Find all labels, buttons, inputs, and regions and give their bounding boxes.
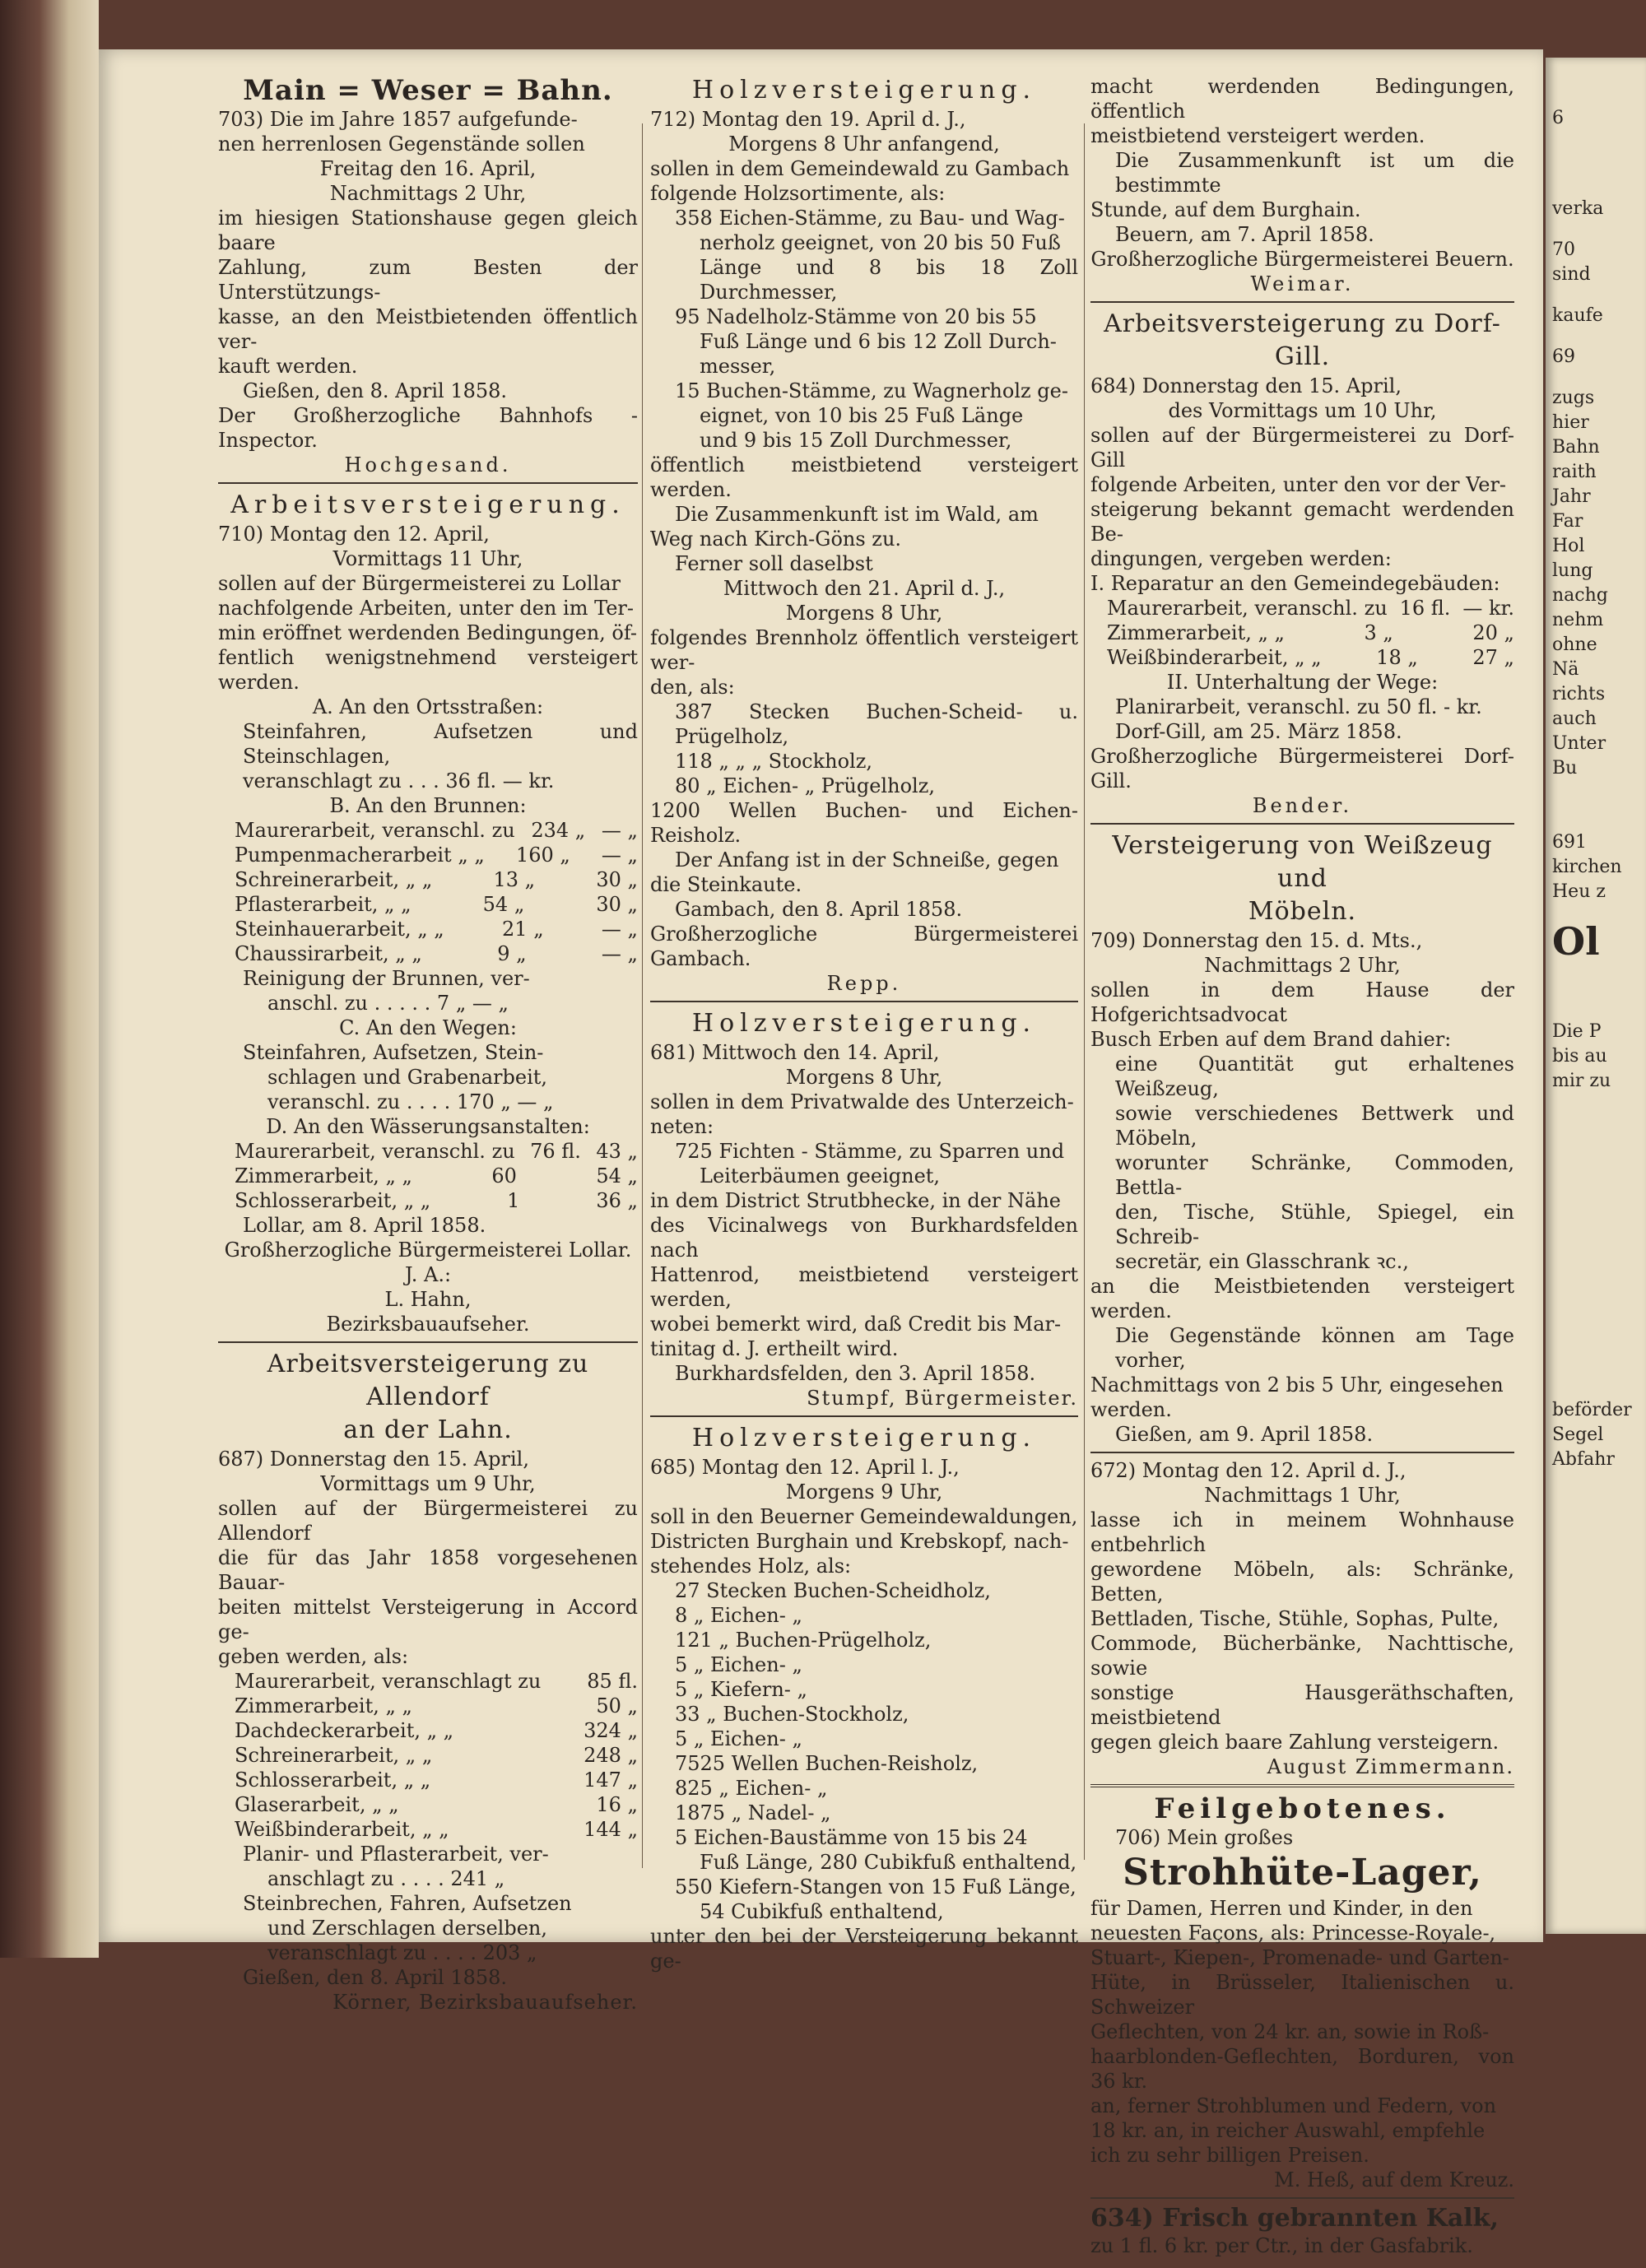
ad-687-row-cell: Zimmerarbeit, „ „ — [235, 1694, 412, 1717]
ad-710-text: 710) Montag den 12. April, — [218, 523, 490, 546]
ad-685-text: unter den bei der Versteigerung bekannt ge- — [650, 1925, 1078, 1973]
ad-709-text: sollen in dem Hause der Hofgerichtsadvocat — [1090, 978, 1514, 1026]
column-rule-2 — [1084, 123, 1085, 1860]
ad-712-item: 358 Eichen-Stämme, zu Bau- und Wag- — [675, 207, 1065, 230]
next-page-fragment: Heu z — [1552, 881, 1606, 902]
ad-710-wasser-row-cell: Schlosserarbeit, „ „ — [235, 1189, 431, 1212]
ad-703-title: Main = Weser = Bahn. — [243, 74, 613, 107]
ad-687-row-cell: Schlosserarbeit, „ „ — [235, 1768, 431, 1792]
ad-685-item: 550 Kiefern-Stangen von 15 Fuß Länge, — [675, 1875, 1076, 1899]
ad-710-wasser-row-cell: 60 — [491, 1164, 517, 1187]
ad-712-text: Der Anfang ist in der Schneiße, gegen — [675, 848, 1059, 871]
ad-685-text: Districten Burghain und Krebskopf, nach- — [650, 1530, 1069, 1553]
ad-687-item: veranschlagt zu . . . . 203 „ — [267, 1941, 537, 1964]
ad-685-item: 33 „ Buchen-Stockholz, — [675, 1703, 909, 1726]
ad-709-text: eine Quantität gut erhaltenes Weißzeug, — [1115, 1053, 1514, 1100]
ad-710-brunnen-row-cell: 9 „ — [497, 942, 527, 965]
ad-687-item: anschlagt zu . . . . 241 „ — [267, 1867, 505, 1890]
ad-681-text: des Vicinalwegs von Burkhardsfelden nach — [650, 1214, 1078, 1262]
next-page-fragment: 70 — [1552, 239, 1575, 260]
ad-684-time: des Vormittags um 10 Uhr, — [1168, 399, 1437, 422]
ad-687-row-cell: Maurerarbeit, veranschlagt zu — [235, 1670, 542, 1693]
ad-706-signature: M. Heß, auf dem Kreuz. — [1274, 2168, 1514, 2191]
ad-703-text: Zahlung, zum Besten der Unterstützungs- — [218, 256, 638, 304]
ad-709 — [1090, 830, 1514, 1453]
ad-710-wasser-row-cell: Maurerarbeit, veranschl. zu — [235, 1140, 515, 1163]
ad-685-item: 5 „ Kiefern- „ — [675, 1678, 807, 1701]
ad-709-text: 709) Donnerstag den 15. d. Mts., — [1090, 929, 1423, 952]
ad-710-section-b: B. An den Brunnen: — [329, 794, 527, 817]
ad-684-title: Arbeitsversteigerung zu Dorf-Gill. — [1104, 309, 1501, 371]
ad-710-item: veranschlagt zu . . . 36 fl. — kr. — [243, 769, 555, 792]
ad-687-title-2: an der Lahn. — [343, 1415, 513, 1444]
next-page-edge — [1546, 58, 1646, 1934]
ad-710-brunnen-row-cell: — „ — [601, 844, 638, 867]
ad-710-item: schlagen und Grabenarbeit, — [267, 1066, 548, 1089]
next-page-fragment: Hol — [1552, 536, 1585, 556]
next-page-fragment: sind — [1552, 264, 1591, 285]
ad-712-text: folgende Holzsortimente, als: — [650, 182, 946, 205]
ad-703-text: kasse, an den Meistbietenden öffentlich ver- — [218, 305, 638, 353]
next-page-fragment: nehm — [1552, 610, 1604, 630]
ad-710-brunnen-row — [218, 917, 638, 941]
ad-687-row-cell: 248 „ — [584, 1744, 638, 1767]
ad-684-row — [1090, 620, 1514, 645]
ad-710-office: Großherzogliche Bürgermeisterei Lollar. — [224, 1239, 632, 1262]
ad-703-time: Nachmittags 2 Uhr, — [329, 182, 527, 205]
ad-685-text: macht werdenden Bedingungen, öffentlich — [1090, 75, 1514, 123]
ad-710-brunnen-row-cell: 54 „ — [482, 893, 525, 916]
ad-710-wasser-row — [218, 1164, 638, 1188]
ad-687-text: beiten mittelst Versteigerung in Accord ge- — [218, 1596, 638, 1643]
next-page-fragment: nachg — [1552, 585, 1608, 606]
ad-710-wasser-row-cell: 36 „ — [596, 1189, 638, 1212]
next-page-fragment: verka — [1552, 198, 1604, 219]
ad-712-text: Ferner soll daselbst — [675, 552, 873, 575]
next-page-fragment: ohne — [1552, 634, 1597, 655]
ad-684-text: dingungen, vergeben werden: — [1090, 547, 1392, 570]
ad-712-text: 712) Montag den 19. April d. J., — [650, 108, 966, 131]
ad-710-brunnen-row-cell: — „ — [601, 942, 638, 965]
ad-687-row — [218, 1718, 638, 1743]
ad-703-text: im hiesigen Stationshause gegen gleich baare — [218, 207, 638, 254]
ad-710-brunnen-row — [218, 941, 638, 966]
ad-706-text: 706) Mein großes — [1115, 1826, 1294, 1849]
ad-681-item: 725 Fichten - Stämme, zu Sparren und — [675, 1140, 1065, 1163]
ad-685-place-date: Beuern, am 7. April 1858. — [1115, 223, 1374, 246]
ad-712-item: 1200 Wellen Buchen- und Eichen-Reisholz. — [650, 799, 1078, 847]
ad-687-row-cell: 85 fl. — [587, 1670, 638, 1693]
ad-706-text: 18 kr. an, in reicher Auswahl, empfehle — [1090, 2119, 1486, 2142]
ad-687-text: die für das Jahr 1858 vorgesehenen Bauar- — [218, 1546, 638, 1594]
ad-712-title: Holzversteigerung. — [691, 76, 1037, 105]
next-page-fragment: kirchen — [1552, 857, 1622, 877]
ad-684-row-cell: 18 „ — [1376, 646, 1418, 669]
ad-685-item: 7525 Wellen Buchen-Reisholz, — [675, 1752, 979, 1775]
ad-710-brunnen-row-cell: Maurerarbeit, veranschl. zu — [235, 819, 515, 842]
ad-712-text: den, als: — [650, 676, 735, 699]
ad-712-item: eignet, von 10 bis 25 Fuß Länge — [700, 404, 1024, 427]
ad-684-text: steigerung bekannt gemacht werdenden Be- — [1090, 498, 1514, 546]
ad-703-text: kauft werden. — [218, 355, 358, 378]
ad-710-brunnen-row-cell: 30 „ — [596, 868, 638, 891]
ad-685-time: Morgens 9 Uhr, — [785, 1480, 943, 1503]
ad-703-date: Freitag den 16. April, — [319, 157, 537, 180]
ad-687-time: Vormittags um 9 Uhr, — [320, 1472, 536, 1495]
ad-710-brunnen-row-cell: 13 „ — [493, 868, 536, 891]
ad-706-section-title: Feilgebotenes. — [1154, 1792, 1451, 1825]
ad-709-place-date: Gießen, am 9. April 1858. — [1115, 1423, 1374, 1446]
ad-710-brunnen-row-cell: Pflasterarbeit, „ „ — [235, 893, 412, 916]
ad-710-brunnen-row — [218, 843, 638, 867]
ad-710-brunnen-row-cell: Pumpenmacherarbeit „ „ — [235, 844, 485, 867]
next-page-fragment: kaufe — [1552, 305, 1603, 326]
ad-706-text: haarblonden-Geflechten, Borduren, von 36 kr. — [1090, 2045, 1514, 2093]
ad-709-text: den, Tische, Stühle, Spiegel, ein Schreib- — [1115, 1201, 1514, 1248]
ad-706-text: an, ferner Strohblumen und Federn, von — [1090, 2094, 1497, 2117]
ad-710-title: Arbeitsversteigerung. — [230, 490, 625, 519]
ad-710-place-date: Lollar, am 8. April 1858. — [243, 1214, 486, 1237]
ad-709-title-2: Möbeln. — [1248, 897, 1357, 926]
next-page-fragment: Far — [1552, 511, 1583, 532]
ad-703-signature: Hochgesand. — [344, 453, 512, 476]
ad-709-text: an die Meistbietenden versteigert werden. — [1090, 1275, 1514, 1322]
next-page-fragment: lung — [1552, 560, 1593, 581]
ad-685-item: 5 „ Eichen- „ — [675, 1653, 802, 1676]
ad-681-text: sollen in dem Privatwalde des Unterzeich- — [650, 1090, 1074, 1113]
next-page-fragment: 691 — [1552, 832, 1587, 853]
ad-710-ia: J. A.: — [404, 1263, 452, 1286]
ad-712-office: Großherzogliche Bürgermeisterei Gambach. — [650, 923, 1078, 970]
ad-710-item: anschl. zu . . . . . 7 „ — „ — [267, 992, 509, 1015]
ad-706 — [1090, 1792, 1514, 2199]
ad-685-signature: Weimar. — [1250, 272, 1355, 295]
ad-684-office: Großherzogliche Bürgermeisterei Dorf-Gill. — [1090, 745, 1514, 792]
ad-687-row — [218, 1817, 638, 1842]
ad-634-headline: 634) Frisch gebrannten Kalk, — [1090, 2204, 1499, 2233]
ad-712-signature: Repp. — [826, 972, 902, 995]
ad-684-row-cell: Weißbinderarbeit, „ „ — [1107, 646, 1322, 669]
ad-712-text: Die Zusammenkunft ist im Wald, am — [675, 503, 1039, 526]
next-page-fragment: auch — [1552, 709, 1597, 729]
ad-687-row-cell: 144 „ — [584, 1818, 638, 1841]
next-page-fragment: Die P — [1552, 1021, 1602, 1042]
ad-685-item: 27 Stecken Buchen-Scheidholz, — [675, 1579, 991, 1602]
ad-687-item: und Zerschlagen derselben, — [267, 1917, 547, 1940]
ad-712-item: Fuß Länge und 6 bis 12 Zoll Durch- — [700, 330, 1057, 353]
next-page-fragment: Bahn — [1552, 437, 1600, 458]
book-binding — [0, 0, 99, 1958]
ad-687-signature: Körner, Bezirksbauaufseher. — [332, 1991, 638, 2014]
ad-685-text: stehendes Holz, als: — [650, 1555, 852, 1578]
ad-681-title: Holzversteigerung. — [691, 1009, 1037, 1038]
ad-706-text: Geflechten, von 24 kr. an, sowie in Roß- — [1090, 2020, 1490, 2043]
ad-685-office: Großherzogliche Bürgermeisterei Beuern. — [1090, 248, 1514, 271]
ad-684-row — [1090, 645, 1514, 670]
ad-709-text: werden. — [1090, 1398, 1172, 1421]
ad-710-text: nachfolgende Arbeiten, unter den im Ter- — [218, 597, 635, 620]
ad-703 — [218, 74, 638, 484]
ad-710-wasser-row — [218, 1188, 638, 1213]
ad-710-brunnen-row-cell: 30 „ — [596, 893, 638, 916]
ad-710-text: fentlich wenigstnehmend versteigert werden. — [218, 646, 638, 694]
ad-712 — [650, 74, 1078, 1002]
ad-685-text: meistbietend versteigert werden. — [1090, 124, 1425, 147]
ad-712-item: und 9 bis 15 Zoll Durchmesser, — [700, 429, 1012, 452]
ad-687-row-cell: Schreinerarbeit, „ „ — [235, 1744, 433, 1767]
ad-710 — [218, 489, 638, 1343]
ad-687-row-cell: 324 „ — [584, 1719, 638, 1742]
ad-634 — [1090, 2204, 1514, 2263]
ad-685-continued — [1090, 74, 1514, 303]
ad-687-row-cell: Glaserarbeit, „ „ — [235, 1793, 399, 1816]
next-page-fragment: 69 — [1552, 346, 1575, 367]
ad-684-section-1: I. Reparatur an den Gemeindegebäuden: — [1090, 572, 1500, 595]
ad-684-row-cell: 3 „ — [1364, 621, 1393, 644]
ad-684-text: sollen auf der Bürgermeisterei zu Dorf-Gill — [1090, 424, 1514, 472]
column-1 — [218, 74, 638, 2024]
ad-710-brunnen-row-cell: Chaussirarbeit, „ „ — [235, 942, 422, 965]
ad-685-item: 5 Eichen-Baustämme von 15 bis 24 — [675, 1826, 1028, 1849]
ad-687-row — [218, 1792, 638, 1817]
next-page-fragment: 6 — [1552, 108, 1564, 128]
ad-684-text: folgende Arbeiten, unter den vor der Ver- — [1090, 473, 1507, 496]
next-page-fragment: richts — [1552, 684, 1606, 704]
ad-706-text: Hüte, in Brüsseler, Italienischen u. Schweizer — [1090, 1971, 1514, 2019]
ad-710-brunnen-row — [218, 818, 638, 843]
ad-685-item: 825 „ Eichen- „ — [675, 1777, 828, 1800]
ad-672-text: Commode, Bücherbänke, Nachttische, sowie — [1090, 1632, 1514, 1680]
ad-681-text: 681) Mittwoch den 14. April, — [650, 1041, 940, 1064]
ad-710-brunnen-row — [218, 892, 638, 917]
ad-672-text: gewordene Möbeln, als: Schränke, Betten, — [1090, 1558, 1514, 1606]
ad-710-wasser-row — [218, 1139, 638, 1164]
next-page-fragment: raith — [1552, 462, 1597, 482]
ad-710-brunnen-row-cell: 160 „ — [515, 844, 570, 867]
ad-709-text: worunter Schränke, Commoden, Bettla- — [1115, 1151, 1514, 1199]
ad-684-row-cell: 27 „ — [1472, 646, 1514, 669]
ad-681-time: Morgens 8 Uhr, — [785, 1066, 943, 1089]
ad-684-row-cell: Maurerarbeit, veranschl. zu — [1107, 597, 1388, 620]
ad-687-title: Arbeitsversteigerung zu Allendorf — [267, 1350, 589, 1411]
ad-703-text: nen herrenlosen Gegenstände sollen — [218, 132, 585, 156]
ad-681-text: wobei bemerkt wird, daß Credit bis Mar- — [650, 1313, 1062, 1336]
ad-710-item: Reinigung der Brunnen, ver- — [243, 967, 530, 990]
ad-710-wasser-row-cell: Zimmerarbeit, „ „ — [235, 1164, 412, 1187]
ad-709-text: Busch Erben auf dem Brand dahier: — [1090, 1028, 1452, 1051]
ad-687 — [218, 1348, 638, 2019]
ad-684-place-date: Dorf-Gill, am 25. März 1858. — [1115, 720, 1402, 743]
ad-710-wasser-row-cell: 76 fl. — [530, 1140, 581, 1163]
ad-710-text: min eröffnet werdenden Bedingungen, öf- — [218, 621, 638, 644]
ad-685-item: 121 „ Buchen-Prügelholz, — [675, 1629, 932, 1652]
ad-706-text: Stuart-, Kiepen-, Promenade- und Garten- — [1090, 1946, 1509, 1969]
ad-712-item: 80 „ Eichen- „ Prügelholz, — [675, 774, 935, 797]
ad-709-text: Die Gegenstände können am Tage vorher, — [1115, 1324, 1514, 1372]
ad-712-item: messer, — [700, 355, 776, 378]
next-page-fragment: mir zu — [1552, 1071, 1611, 1091]
ad-684-row-cell: 16 fl. — [1399, 597, 1451, 620]
ad-712-text: folgendes Brennholz öffentlich versteigert wer- — [650, 626, 1078, 674]
ad-712-item: 95 Nadelholz-Stämme von 20 bis 55 — [675, 305, 1037, 328]
ad-710-item: veranschl. zu . . . . 170 „ — „ — [267, 1090, 554, 1113]
ad-684-section-2: II. Unterhaltung der Wege: — [1166, 671, 1439, 694]
ad-709-text: Nachmittags von 2 bis 5 Uhr, eingesehen — [1090, 1373, 1504, 1397]
next-page-fragment: Segel — [1552, 1424, 1604, 1445]
ad-712-text: die Steinkaute. — [650, 873, 802, 896]
ad-684-signature: Bender. — [1252, 794, 1353, 817]
ad-712-text: Weg nach Kirch-Göns zu. — [650, 527, 902, 551]
ad-672-signature: August Zimmermann. — [1267, 1755, 1514, 1778]
ad-685-text: 685) Montag den 12. April l. J., — [650, 1456, 960, 1479]
ad-710-brunnen-row-cell: Steinhauerarbeit, „ „ — [235, 918, 444, 941]
ad-710-time: Vormittags 11 Uhr, — [332, 547, 523, 570]
ad-712-item: nerholz geeignet, von 20 bis 50 Fuß — [700, 231, 1061, 254]
next-page-fragment: Nä — [1552, 659, 1579, 680]
next-page-fragment: bis au — [1552, 1046, 1607, 1067]
ad-672-text: gegen gleich baare Zahlung versteigern. — [1090, 1731, 1500, 1754]
ad-710-text: sollen auf der Bürgermeisterei zu Lollar — [218, 572, 621, 595]
ad-687-row — [218, 1669, 638, 1694]
ad-687-row-cell: Weißbinderarbeit, „ „ — [235, 1818, 449, 1841]
ad-712-place-date: Gambach, den 8. April 1858. — [675, 898, 963, 921]
ad-712-time: Morgens 8 Uhr anfangend, — [728, 132, 1000, 156]
ad-687-row-cell: 50 „ — [596, 1694, 638, 1717]
ad-687-row-cell: Dachdeckerarbeit, „ „ — [235, 1719, 454, 1742]
ad-710-brunnen-row-cell: 21 „ — [502, 918, 544, 941]
ad-706-text: für Damen, Herren und Kinder, in den — [1090, 1897, 1473, 1920]
next-page-fragment: Unter — [1552, 733, 1606, 754]
ad-687-row-cell: 147 „ — [584, 1768, 638, 1792]
ad-712-item: 15 Buchen-Stämme, zu Wagnerholz ge- — [675, 379, 1068, 402]
ad-706-text: ich zu sehr billigen Preisen. — [1090, 2144, 1369, 2167]
ad-685 — [650, 1422, 1078, 1978]
ad-685-text: Die Zusammenkunft ist um die bestimmte — [1115, 149, 1514, 197]
ad-687-text: sollen auf der Bürgermeisterei zu Allendorf — [218, 1497, 638, 1545]
ad-684-row-cell: 20 „ — [1472, 621, 1514, 644]
ad-685-title: Holzversteigerung. — [691, 1424, 1037, 1452]
next-page-fragment: Jahr — [1552, 486, 1591, 507]
next-page-fragment: Abfahr — [1552, 1449, 1615, 1470]
ad-710-section-d: D. An den Wässerungsanstalten: — [266, 1115, 590, 1138]
ad-681 — [650, 1007, 1078, 1417]
ad-687-row — [218, 1694, 638, 1718]
ad-684-item: Planirarbeit, veranschl. zu 50 fl. - kr. — [1115, 695, 1482, 718]
ad-712-text: öffentlich meistbietend versteigert werden. — [650, 453, 1078, 501]
ad-681-text: neten: — [650, 1115, 714, 1138]
ad-681-item: Leiterbäumen geeignet, — [700, 1164, 941, 1187]
ad-684 — [1090, 308, 1514, 825]
ad-709-time: Nachmittags 2 Uhr, — [1204, 954, 1401, 977]
ad-710-brunnen-row-cell: — „ — [601, 819, 638, 842]
ad-706-text: neuesten Façons, als: Princesse-Royale-, — [1090, 1922, 1496, 1945]
ad-712-item: 118 „ „ „ Stockholz, — [675, 750, 872, 773]
ad-672-text: lasse ich in meinem Wohnhause entbehrlich — [1090, 1508, 1514, 1556]
ad-712-text: sollen in dem Gemeindewald zu Gambach — [650, 157, 1070, 180]
ad-685-item: 1875 „ Nadel- „ — [675, 1801, 831, 1824]
ad-681-signature: Stumpf, Bürgermeister. — [807, 1387, 1078, 1410]
ad-710-section-a: A. An den Ortsstraßen: — [312, 695, 544, 718]
ad-684-row-cell: — kr. — [1462, 597, 1514, 620]
ad-710-brunnen-row-cell: 234 „ — [531, 819, 586, 842]
ad-687-text: 687) Donnerstag den 15. April, — [218, 1448, 529, 1471]
ad-710-brunnen-row-cell: — „ — [601, 918, 638, 941]
ad-685-item: 54 Cubikfuß enthaltend, — [700, 1900, 944, 1923]
ad-709-title: Versteigerung von Weißzeug und — [1112, 831, 1493, 893]
column-3 — [1090, 74, 1514, 2268]
ad-710-wasser-row-cell: 43 „ — [596, 1140, 638, 1163]
ad-709-text: secretär, ein Glasschrank ꝛc., — [1115, 1250, 1409, 1273]
ad-710-item: Steinfahren, Aufsetzen, Stein- — [243, 1041, 544, 1064]
ad-710-name: L. Hahn, — [384, 1288, 472, 1311]
ad-681-place-date: Burkhardsfelden, den 3. April 1858. — [675, 1362, 1036, 1385]
column-2 — [650, 74, 1078, 1983]
ad-634-text: zu 1 fl. 6 kr. per Ctr., in der Gasfabrik. — [1090, 2234, 1473, 2257]
column-rule-1 — [642, 123, 643, 1868]
ad-685-item: 8 „ Eichen- „ — [675, 1604, 802, 1627]
ad-684-text: 684) Donnerstag den 15. April, — [1090, 374, 1402, 397]
ad-672-text: sonstige Hausgeräthschaften, meistbietend — [1090, 1681, 1514, 1729]
ad-710-item: Steinfahren, Aufsetzen und Steinschlagen, — [243, 720, 638, 768]
ad-681-text: Hattenrod, meistbietend versteigert werden, — [650, 1263, 1078, 1311]
ad-709-text: sowie verschiedenes Bettwerk und Möbeln, — [1115, 1102, 1514, 1150]
ad-712-item: 387 Stecken Buchen-Scheid- u. Prügelholz, — [675, 700, 1078, 748]
ad-685-text: soll in den Beuerner Gemeindewaldungen, — [650, 1505, 1078, 1528]
ad-703-text: 703) Die im Jahre 1857 aufgefunde- — [218, 108, 578, 131]
ad-687-item: Planir- und Pflasterarbeit, ver- — [243, 1843, 549, 1866]
ad-712-time: Morgens 8 Uhr, — [785, 602, 943, 625]
ad-681-text: in dem District Strutbhecke, in der Nähe — [650, 1189, 1061, 1212]
ad-712-date: Mittwoch den 21. April d. J., — [723, 577, 1006, 600]
next-page-fragment: hier — [1552, 412, 1589, 433]
ad-710-section-c: C. An den Wegen: — [339, 1016, 517, 1039]
ad-672-text: 672) Montag den 12. April d. J., — [1090, 1459, 1407, 1482]
ad-672-time: Nachmittags 1 Uhr, — [1204, 1484, 1401, 1507]
ad-710-wasser-row-cell: 54 „ — [596, 1164, 638, 1187]
ad-672 — [1090, 1458, 1514, 1787]
ad-710-brunnen-row — [218, 867, 638, 892]
ad-685-text: Stunde, auf dem Burghain. — [1090, 198, 1361, 221]
next-page-fragment: Ol — [1552, 919, 1600, 964]
ad-687-text: geben werden, als: — [218, 1645, 409, 1668]
ad-685-item: 5 „ Eichen- „ — [675, 1727, 802, 1750]
ad-710-wasser-row-cell: 1 — [507, 1189, 520, 1212]
ad-687-row-cell: 16 „ — [596, 1793, 638, 1816]
ad-687-row — [218, 1743, 638, 1768]
ad-685-item: Fuß Länge, 280 Cubikfuß enthaltend, — [700, 1851, 1077, 1874]
ad-681-text: tinitag d. J. ertheilt wird. — [650, 1337, 899, 1360]
ad-687-row — [218, 1768, 638, 1792]
ad-710-role: Bezirksbauaufseher. — [326, 1313, 530, 1336]
ad-687-place-date: Gießen, den 8. April 1858. — [243, 1966, 508, 1989]
ad-687-item: Steinbrechen, Fahren, Aufsetzen — [243, 1892, 572, 1915]
ad-703-place-date: Gießen, den 8. April 1858. — [243, 379, 508, 402]
next-page-fragment: Bu — [1552, 758, 1578, 778]
ad-672-text: Bettladen, Tische, Stühle, Sophas, Pulte, — [1090, 1607, 1500, 1630]
next-page-fragment: beförder — [1552, 1400, 1632, 1420]
ad-706-headline: Strohhüte-Lager, — [1123, 1852, 1482, 1894]
ad-710-brunnen-row-cell: Schreinerarbeit, „ „ — [235, 868, 433, 891]
ad-703-office: Der Großherzogliche Bahnhofs - Inspector. — [218, 404, 638, 452]
ad-684-row-cell: Zimmerarbeit, „ „ — [1107, 621, 1285, 644]
ad-684-row — [1090, 596, 1514, 620]
ad-712-item: Länge und 8 bis 18 Zoll Durchmesser, — [700, 256, 1078, 304]
next-page-fragment: zugs — [1552, 388, 1595, 408]
